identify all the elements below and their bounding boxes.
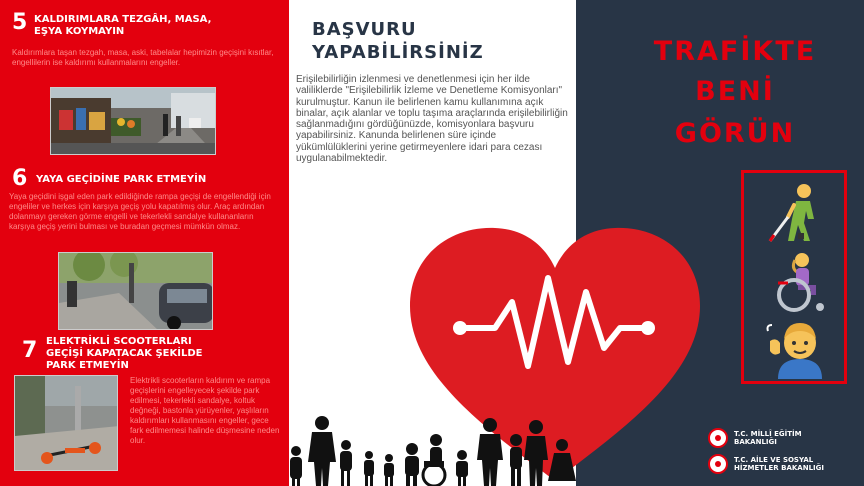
section-5-number: 5 bbox=[12, 10, 28, 35]
asha-logo-text: T.C. AİLE VE SOSYAL HİZMETLER BAKANLIĞI bbox=[734, 456, 824, 472]
apply-title: BAŞVURU YAPABİLİRSİNİZ bbox=[312, 19, 484, 63]
accessibility-icons-box bbox=[741, 170, 847, 384]
meb-logo-text: T.C. MİLLÎ EĞİTİM BAKANLIĞI bbox=[734, 430, 802, 446]
meb-seal-icon bbox=[708, 428, 728, 448]
apply-text: Erişilebilirliğin izlenmesi ve denetlenmesi için her ilde valiliklerde "Erişilebilirlik İzleme ve Denetleme Komisyonları" kurulmuştur. Kanun ile belirlenen kamu kullanımına açık binalar, açık alanlar ve toplu taşıma araçlarında erişilebilirliğin sağlanmadığını gördüğünüzde, komisyonlara başvuru yapabilirsiniz. Kanunda belirlenen süre içinde yükümlülüklerini yerine getirmeyenlere idari para cezası uygulanabilmektedir. bbox=[296, 74, 568, 165]
title-line-3: GÖRÜN bbox=[674, 118, 796, 149]
section-5-text: Kaldırımlara taşan tezgah, masa, aski, tabelalar hepimizin geçişini kısıtlar, engellilerin ise kaldırımı kullanmalarını engeller. bbox=[12, 48, 274, 67]
section-6-text: Yaya geçidini işgal eden park edildiğinde rampa geçişi de engellendiği için engeliler ve herkes için karşıya geçiş yolu kapatılmış olur. Araç ardından dolanmayı gereken görme engelli ve tekerlekli sandalye kullananların karşıya geçiş yerini bulması ve buradan geçmesi mümkün olmaz. bbox=[9, 192, 271, 231]
blind-person-icon bbox=[764, 181, 830, 243]
wheelchair-person-icon bbox=[764, 251, 832, 313]
section-5-title: KALDIRIMLARA TEZGÂH, MASA, EŞYA KOYMAYIN bbox=[34, 14, 212, 37]
scooter-parking-photo-drawing bbox=[15, 376, 118, 471]
section-7-text: Elektrikli scooterların kaldırım ve rampa geçişlerini engelleyecek şekilde park edilmesi, tekerlekli sandalye, koltuk değneği, bastonla yürüyenler, yaşlıların kaldırımları kullanmasını engeller, gece fark edilmemesi halinde düşmesine neden olur. bbox=[130, 376, 280, 445]
people-silhouettes bbox=[284, 405, 584, 486]
crosswalk-parking-photo bbox=[58, 252, 213, 330]
market-sidewalk-photo-drawing bbox=[51, 88, 216, 155]
market-sidewalk-photo bbox=[50, 87, 216, 155]
section-7-title: ELEKTRİKLİ SCOOTERLARI GEÇİŞİ KAPATACAK ŞEKİLDE PARK ETMEYİN bbox=[46, 336, 203, 371]
asha-seal-icon bbox=[708, 454, 728, 474]
left-panel bbox=[0, 0, 289, 486]
section-7-number: 7 bbox=[22, 338, 38, 363]
title-line-2: BENİ bbox=[695, 76, 775, 107]
title-line-1: TRAFİKTE bbox=[653, 36, 817, 67]
deaf-person-icon bbox=[766, 321, 830, 379]
asha-logo bbox=[708, 454, 824, 474]
meb-logo bbox=[708, 428, 802, 448]
crosswalk-parking-photo-drawing bbox=[59, 253, 213, 330]
section-6-number: 6 bbox=[12, 166, 28, 191]
scooter-parking-photo bbox=[14, 375, 118, 471]
section-6-title: YAYA GEÇİDİNE PARK ETMEYİN bbox=[36, 174, 207, 185]
